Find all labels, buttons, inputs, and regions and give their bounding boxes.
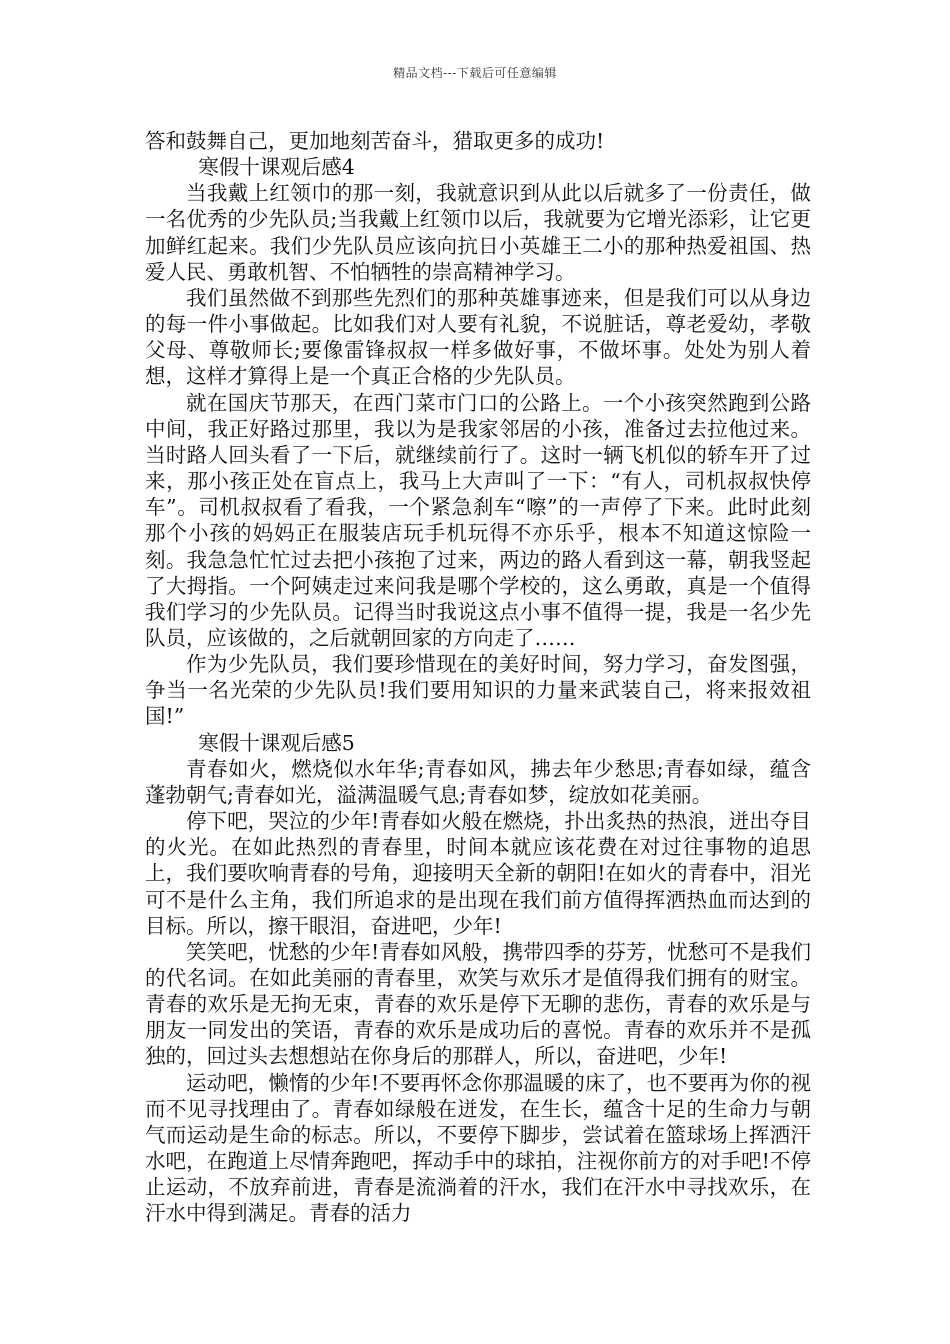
paragraph: 我们虽然做不到那些先烈们的那种英雄事迹来，但是我们可以从身边的每一件小事做起。比如我们对人要有礼貌，不说脏话，尊老爱幼，孝敬父母、尊敬师长;要像雷锋叔叔一样多做好事，不做坏事。处处为别人着想，这样才算得上是一个真正合格的少先队员。 bbox=[145, 285, 811, 389]
page-header: 精品文档---下载后可任意编辑 bbox=[393, 66, 557, 80]
paragraph: 停下吧，哭泣的少年!青春如火般在燃烧，扑出炙热的热浪，迸出夺目的火光。在如此热烈的青春里，时间本就应该花费在对过往事物的追思上，我们要吹响青春的号角，迎接明天全新的朝阳!在如火的青春中，泪光可不是什么主角，我们所追求的是出现在我们前方值得挥洒热血而达到的目标。所以，擦干眼泪，奋进吧，少年! bbox=[145, 809, 811, 938]
section-title: 寒假十课观后感4 bbox=[198, 155, 355, 180]
paragraph: 当我戴上红领巾的那一刻，我就意识到从此以后就多了一份责任，做一名优秀的少先队员;当我戴上红领巾以后，我就要为它增光添彩，让它更加鲜红起来。我们少先队员应该向抗日小英雄王二小的那种热爱祖国、热爱人民、勇敢机智、不怕牺牲的崇高精神学习。 bbox=[145, 181, 811, 284]
paragraph: 运动吧，懒惰的少年!不要再怀念你那温暖的床了，也不要再为你的视而不见寻找理由了。青春如绿般在迸发，在生长，蕴含十足的生命力与朝气而运动是生命的标志。所以，不要停下脚步，尝试着在篮球场上挥洒汗水吧，在跑道上尽情奔跑吧，挥动手中的球拍，注视你前方的对手吧!不停止运动，不放弃前进，青春是流淌着的汗水，我们在汗水中寻找欢乐，在汗水中得到满足。青春的活力 bbox=[145, 1070, 811, 1226]
paragraph: 就在国庆节那天，在西门菜市门口的公路上。一个小孩突然跑到公路中间，我正好路过那里，我以为是我家邻居的小孩，准备过去拉他过来。当时路人回头看了一下后，就继续前行了。这时一辆飞机似的轿车开了过来，那小孩正处在盲点上，我马上大声叫了一下：“有人，司机叔叔快停车”。司机叔叔看了看我，一个紧急刹车“嚓”的一声停了下来。此时此刻那个小孩的妈妈正在服装店玩手机玩得不亦乐乎，根本不知道这惊险一刻。我急急忙忙过去把小孩抱了过来，两边的路人看到这一幕，朝我竖起了大拇指。一个阿姨走过来问我是哪个学校的，这么勇敢，真是一个值得我们学习的少先队员。记得当时我说这点小事不值得一提，我是一名少先队员，应该做的，之后就朝回家的方向走了…… bbox=[145, 390, 811, 650]
paragraph: 笑笑吧，忧愁的少年!青春如风般，携带四季的芬芳，忧愁可不是我们的代名词。在如此美丽的青春里，欢笑与欢乐才是值得我们拥有的财宝。青春的欢乐是无拘无束，青春的欢乐是停下无聊的悲伤，青春的欢乐是与朋友一同发出的笑语，青春的欢乐是成功后的喜悦。青春的欢乐并不是孤独的，回过头去想想站在你身后的那群人，所以，奋进吧，少年! bbox=[145, 939, 811, 1069]
paragraph: 答和鼓舞自己，更加地刻苦奋斗，猎取更多的成功! bbox=[145, 129, 605, 153]
document-body bbox=[145, 128, 811, 1227]
section-title: 寒假十课观后感5 bbox=[198, 730, 355, 755]
paragraph: 青春如火，燃烧似水年华;青春如风，拂去年少愁思;青春如绿，蕴含蓬勃朝气;青春如光，溢满温暖气息;青春如梦，绽放如花美丽。 bbox=[145, 756, 811, 807]
paragraph: 作为少先队员，我们要珍惜现在的美好时间，努力学习，奋发图强，争当一名光荣的少先队员!我们要用知识的力量来武装自己，将来报效祖国!” bbox=[145, 652, 811, 729]
